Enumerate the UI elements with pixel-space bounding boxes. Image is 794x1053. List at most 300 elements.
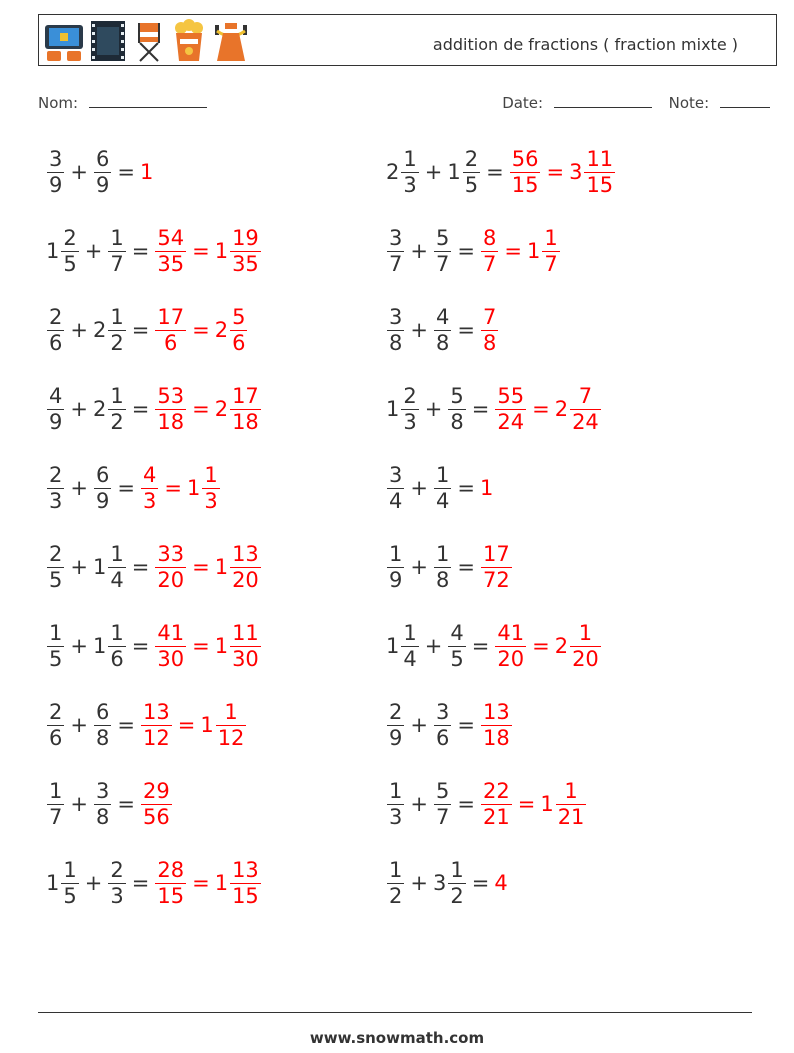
whole-number: 1: [479, 476, 494, 500]
denominator: 20: [157, 567, 185, 592]
numerator: 54: [157, 225, 185, 250]
fraction: [434, 541, 451, 592]
denominator: 3: [389, 804, 403, 829]
answer: [494, 871, 508, 895]
fraction: [47, 778, 64, 829]
fraction: [448, 383, 465, 434]
whole-number: 1: [92, 555, 107, 579]
denominator: 24: [497, 409, 525, 434]
numerator: 5: [435, 225, 450, 250]
denominator: 21: [482, 804, 510, 829]
denominator: 8: [95, 725, 110, 750]
fraction: [47, 146, 64, 197]
date-note-fields: [502, 93, 770, 112]
numerator: 2: [389, 699, 403, 724]
numerator: 1: [49, 620, 63, 645]
denominator: 7: [110, 251, 124, 276]
problem-1: [46, 141, 154, 203]
operator: +: [70, 160, 88, 184]
fraction: [434, 699, 451, 750]
numerator: 13: [232, 857, 259, 882]
problem-12: [386, 536, 513, 598]
answer: [154, 857, 261, 908]
operator: +: [70, 792, 88, 816]
problem-3: [46, 220, 262, 282]
operator: +: [70, 713, 88, 737]
whole-number: 1: [92, 634, 107, 658]
denominator: 4: [389, 488, 403, 513]
fraction: [556, 778, 587, 829]
numerator: 2: [403, 383, 417, 408]
operator: +: [410, 476, 428, 500]
equals-sign: =: [131, 634, 150, 658]
fraction: [47, 541, 64, 592]
denominator: 5: [49, 567, 63, 592]
numerator: 1: [389, 778, 403, 803]
numerator: 1: [389, 857, 403, 882]
denominator: 4: [110, 567, 124, 592]
numerator: 13: [232, 541, 259, 566]
numerator: 3: [49, 146, 63, 171]
denominator: 2: [110, 409, 124, 434]
denominator: 9: [95, 488, 110, 513]
fraction: [94, 462, 111, 513]
denominator: 7: [482, 251, 497, 276]
numerator: 1: [544, 225, 558, 250]
answer: [480, 541, 513, 592]
whole-number: 1: [386, 397, 400, 421]
operator: +: [410, 318, 428, 342]
denominator: 7: [389, 251, 403, 276]
numerator: 1: [389, 541, 403, 566]
denominator: 3: [142, 488, 157, 513]
denominator: 56: [142, 804, 170, 829]
numerator: 1: [578, 620, 593, 645]
numerator: 41: [157, 620, 185, 645]
numerator: 1: [110, 541, 124, 566]
whole-number: 1: [214, 239, 229, 263]
fraction: [141, 462, 158, 513]
denominator: 2: [110, 330, 124, 355]
numerator: 1: [49, 778, 63, 803]
denominator: 3: [403, 172, 417, 197]
answer: [154, 383, 261, 434]
fraction: [108, 225, 125, 276]
whole-number: 2: [92, 318, 107, 342]
numerator: 2: [49, 304, 63, 329]
denominator: 12: [217, 725, 245, 750]
header-box: [38, 14, 777, 66]
denominator: 15: [232, 883, 259, 908]
red-carpet-icon: [211, 19, 251, 63]
fraction: [47, 462, 64, 513]
denominator: 9: [95, 172, 110, 197]
fraction: [434, 462, 451, 513]
denominator: 20: [232, 567, 259, 592]
problem-5: [46, 299, 248, 361]
equals-sign: =: [131, 871, 150, 895]
answer: [494, 620, 601, 671]
fraction: [570, 620, 601, 671]
denominator: 7: [49, 804, 63, 829]
fraction: [141, 699, 172, 750]
numerator: 1: [110, 304, 124, 329]
numerator: 2: [464, 146, 479, 171]
equals-sign: =: [457, 239, 475, 263]
numerator: 4: [49, 383, 63, 408]
numerator: 11: [232, 620, 259, 645]
problem-16: [386, 694, 513, 756]
numerator: 1: [110, 620, 124, 645]
fraction: [61, 225, 78, 276]
fraction: [401, 383, 418, 434]
fraction: [387, 699, 404, 750]
numerator: 29: [142, 778, 170, 803]
numerator: 3: [435, 699, 450, 724]
numerator: 11: [586, 146, 614, 171]
fraction: [155, 857, 186, 908]
denominator: 7: [544, 251, 558, 276]
note-label: Note:: [668, 94, 710, 112]
denominator: 6: [49, 330, 63, 355]
fraction: [401, 620, 418, 671]
numerator: 55: [497, 383, 525, 408]
denominator: 8: [95, 804, 110, 829]
whole-number: 1: [386, 634, 400, 658]
equals-sign: =: [471, 871, 490, 895]
whole-number: 1: [214, 555, 229, 579]
denominator: 20: [497, 646, 525, 671]
whole-number: 1: [200, 713, 214, 737]
director-chair-icon: [131, 19, 167, 63]
denominator: 6: [164, 330, 178, 355]
problem-10: [386, 457, 494, 519]
fraction: [542, 225, 559, 276]
fraction: [387, 462, 404, 513]
numerator: 3: [95, 778, 110, 803]
fraction: [481, 541, 512, 592]
operator: =: [192, 634, 210, 658]
numerator: 6: [95, 146, 110, 171]
denominator: 7: [435, 251, 450, 276]
problem-15: [46, 694, 247, 756]
fraction: [108, 304, 125, 355]
denominator: 30: [157, 646, 185, 671]
operator: +: [70, 397, 88, 421]
fraction: [387, 225, 404, 276]
fraction: [570, 383, 601, 434]
operator: =: [192, 555, 210, 579]
equals-sign: =: [131, 555, 150, 579]
denominator: 8: [389, 330, 403, 355]
denominator: 24: [572, 409, 599, 434]
whole-number: 1: [186, 476, 201, 500]
operator: +: [410, 555, 428, 579]
numerator: 2: [49, 699, 63, 724]
operator: =: [532, 397, 550, 421]
fraction: [94, 778, 111, 829]
numerator: 7: [482, 304, 497, 329]
fraction: [510, 146, 541, 197]
denominator: 8: [482, 330, 497, 355]
numerator: 4: [450, 620, 464, 645]
numerator: 3: [389, 225, 403, 250]
whole-number: 2: [92, 397, 107, 421]
fraction: [216, 699, 247, 750]
fraction: [108, 857, 125, 908]
numerator: 2: [49, 541, 63, 566]
fraction: [481, 699, 512, 750]
equals-sign: =: [117, 713, 135, 737]
numerator: 53: [157, 383, 185, 408]
denominator: 35: [232, 251, 259, 276]
name-field: [38, 93, 207, 112]
denominator: 8: [450, 409, 464, 434]
denominator: 6: [49, 725, 63, 750]
equals-sign: =: [131, 318, 150, 342]
denominator: 18: [157, 409, 185, 434]
denominator: 4: [403, 646, 417, 671]
equals-sign: =: [457, 713, 475, 737]
equals-sign: =: [471, 634, 490, 658]
numerator: 3: [389, 304, 403, 329]
problem-13: [46, 615, 262, 677]
fraction: [47, 699, 64, 750]
whole-number: 1: [447, 160, 461, 184]
fraction: [463, 146, 480, 197]
fraction: [401, 146, 418, 197]
numerator: 6: [95, 699, 110, 724]
whole-number: 2: [554, 397, 569, 421]
numerator: 8: [482, 225, 497, 250]
operator: +: [410, 871, 428, 895]
denominator: 2: [389, 883, 403, 908]
denominator: 21: [557, 804, 585, 829]
fraction: [155, 304, 186, 355]
numerator: 28: [157, 857, 185, 882]
numerator: 1: [403, 620, 417, 645]
denominator: 6: [435, 725, 450, 750]
numerator: 7: [578, 383, 593, 408]
equals-sign: =: [457, 318, 475, 342]
numerator: 5: [232, 304, 246, 329]
fraction: [434, 778, 451, 829]
operator: =: [177, 713, 196, 737]
fraction: [108, 620, 125, 671]
operator: =: [164, 476, 182, 500]
denominator: 6: [110, 646, 124, 671]
whole-number: 2: [214, 318, 229, 342]
fraction: [155, 383, 186, 434]
whole-number: 1: [214, 871, 229, 895]
fraction: [108, 383, 125, 434]
fraction: [584, 146, 615, 197]
numerator: 4: [142, 462, 157, 487]
numerator: 13: [142, 699, 170, 724]
operator: =: [192, 239, 210, 263]
numerator: 19: [232, 225, 259, 250]
equals-sign: =: [117, 792, 135, 816]
numerator: 4: [435, 304, 450, 329]
fraction: [387, 857, 404, 908]
denominator: 7: [435, 804, 450, 829]
operator: +: [410, 792, 428, 816]
numerator: 3: [389, 462, 403, 487]
denominator: 5: [464, 172, 479, 197]
denominator: 9: [389, 567, 403, 592]
fraction: [448, 857, 465, 908]
footer-url: www.snowmath.com: [309, 1029, 485, 1047]
fraction: [448, 620, 465, 671]
operator: +: [424, 160, 443, 184]
answer: [480, 778, 587, 829]
operator: +: [84, 239, 103, 263]
numerator: 2: [110, 857, 124, 882]
denominator: 5: [450, 646, 464, 671]
fraction: [94, 699, 111, 750]
whole-number: 1: [526, 239, 541, 263]
problem-2: [386, 141, 616, 203]
fraction: [434, 225, 451, 276]
operator: =: [504, 239, 522, 263]
equals-sign: =: [486, 160, 504, 184]
fraction: [230, 620, 261, 671]
worksheet-title: addition de fractions ( fraction mixte ): [432, 35, 738, 54]
fraction: [47, 304, 64, 355]
answer: [154, 304, 248, 355]
numerator: 1: [204, 462, 218, 487]
answer: [480, 225, 561, 276]
numerator: 5: [435, 778, 450, 803]
whole-number: 1: [46, 239, 60, 263]
denominator: 8: [435, 330, 450, 355]
whole-number: 3: [432, 871, 447, 895]
name-label: Nom:: [38, 94, 79, 112]
fraction: [434, 304, 451, 355]
denominator: 3: [110, 883, 124, 908]
denominator: 9: [49, 409, 63, 434]
operator: +: [70, 476, 88, 500]
equals-sign: =: [457, 555, 475, 579]
popcorn-icon: [171, 19, 207, 63]
fraction: [47, 383, 64, 434]
whole-number: 1: [139, 160, 154, 184]
answer: [480, 476, 494, 500]
operator: +: [84, 871, 103, 895]
numerator: 1: [435, 541, 450, 566]
numerator: 1: [110, 225, 124, 250]
denominator: 15: [511, 172, 539, 197]
denominator: 5: [49, 646, 63, 671]
operator: =: [532, 634, 550, 658]
note-line: [720, 93, 770, 108]
fraction: [155, 225, 186, 276]
whole-number: 3: [569, 160, 583, 184]
denominator: 3: [204, 488, 218, 513]
whole-number: 1: [46, 871, 60, 895]
answer: [154, 541, 261, 592]
answer: [154, 225, 261, 276]
numerator: 1: [63, 857, 77, 882]
date-line: [554, 93, 652, 108]
numerator: 2: [49, 462, 63, 487]
operator: =: [546, 160, 565, 184]
whole-number: 2: [214, 397, 229, 421]
equals-sign: =: [117, 160, 135, 184]
fraction: [108, 541, 125, 592]
numerator: 17: [482, 541, 510, 566]
fraction: [230, 304, 247, 355]
fraction: [495, 383, 526, 434]
numerator: 1: [403, 146, 417, 171]
whole-number: 1: [214, 634, 229, 658]
equals-sign: =: [131, 397, 150, 421]
equals-sign: =: [457, 792, 475, 816]
numerator: 33: [157, 541, 185, 566]
problem-6: [386, 299, 499, 361]
name-line: [89, 93, 207, 108]
denominator: 5: [63, 883, 77, 908]
answer: [480, 304, 499, 355]
whole-number: 1: [540, 792, 554, 816]
fraction: [387, 778, 404, 829]
problem-18: [386, 773, 587, 835]
denominator: 18: [482, 725, 510, 750]
fraction: [61, 857, 78, 908]
fraction: [230, 857, 261, 908]
operator: =: [192, 318, 210, 342]
denominator: 6: [232, 330, 246, 355]
date-label: Date:: [502, 94, 544, 112]
operator: +: [70, 555, 88, 579]
answer: [140, 699, 247, 750]
denominator: 15: [157, 883, 185, 908]
denominator: 8: [435, 567, 450, 592]
operator: =: [517, 792, 536, 816]
problem-19: [46, 852, 262, 914]
operator: +: [70, 634, 88, 658]
numerator: 6: [95, 462, 110, 487]
denominator: 30: [232, 646, 259, 671]
denominator: 72: [482, 567, 510, 592]
whole-number: 2: [554, 634, 569, 658]
equals-sign: =: [471, 397, 490, 421]
denominator: 15: [586, 172, 614, 197]
denominator: 3: [403, 409, 417, 434]
operator: +: [424, 634, 443, 658]
problem-17: [46, 773, 173, 835]
operator: =: [192, 397, 210, 421]
fraction: [495, 620, 526, 671]
equals-sign: =: [131, 239, 150, 263]
problem-14: [386, 615, 602, 677]
fraction: [230, 225, 261, 276]
operator: +: [410, 239, 428, 263]
denominator: 9: [49, 172, 63, 197]
fraction: [481, 778, 512, 829]
fraction: [155, 620, 186, 671]
numerator: 1: [450, 857, 464, 882]
answer: [140, 462, 221, 513]
operator: +: [424, 397, 443, 421]
tv-icon: [43, 19, 85, 63]
denominator: 35: [157, 251, 185, 276]
fraction: [387, 304, 404, 355]
operator: =: [192, 871, 210, 895]
fraction: [230, 541, 261, 592]
operator: +: [70, 318, 88, 342]
film-strip-icon: [89, 19, 127, 63]
